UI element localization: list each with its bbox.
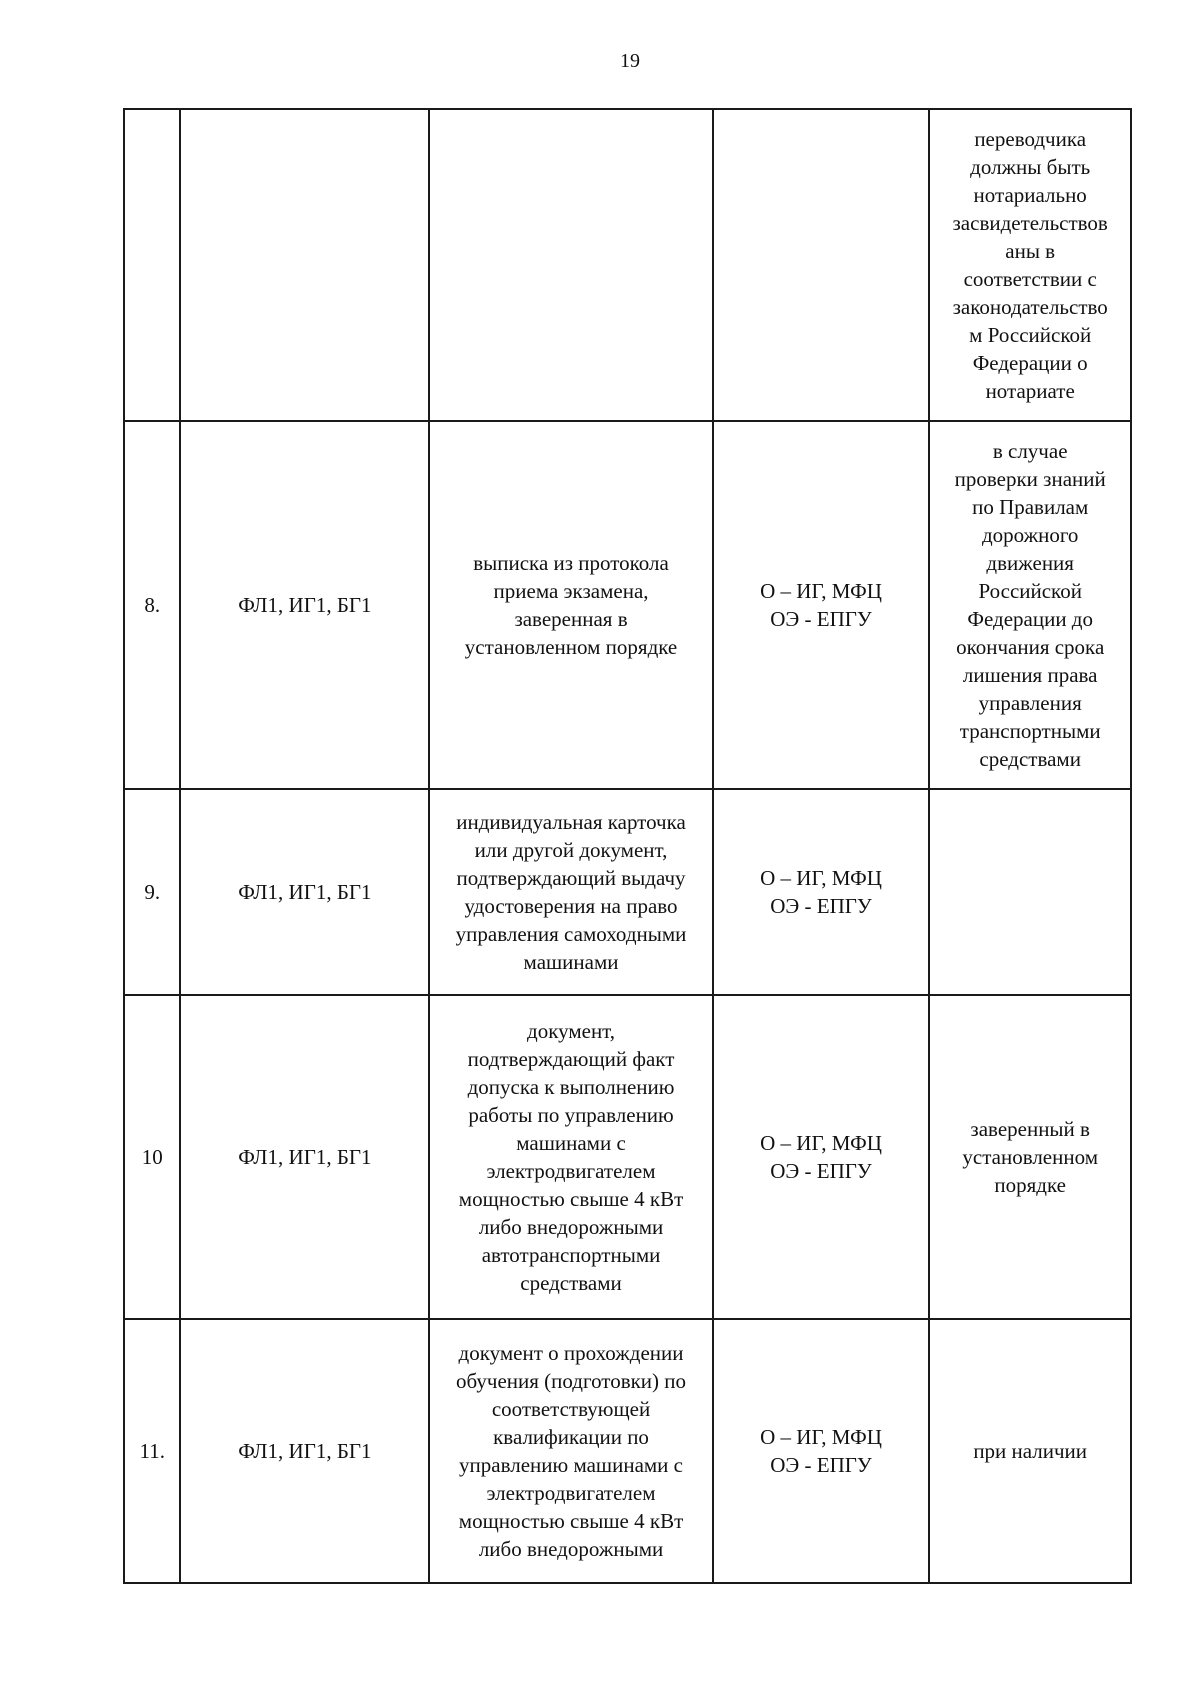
document-line: приема экзамена,: [493, 579, 649, 603]
document-line: средствами: [520, 1271, 622, 1295]
note-line: в случае: [992, 439, 1068, 463]
applicant-categories-cell: [180, 109, 429, 421]
row-number-cell: 11.: [124, 1319, 180, 1583]
note-line: переводчика: [974, 127, 1087, 151]
document-line: документ,: [527, 1019, 616, 1043]
form-line: О – ИГ, МФЦ: [760, 1425, 882, 1449]
note-line: Федерации о: [972, 351, 1088, 375]
document-line: автотранспортными: [481, 1243, 661, 1267]
note-line: установленном: [962, 1145, 1098, 1169]
document-line: либо внедорожными: [478, 1537, 664, 1561]
document-line: документ о прохождении: [458, 1341, 684, 1365]
documents-table: [123, 108, 1132, 1584]
document-line: соответствующей: [491, 1397, 651, 1421]
table-row: [124, 995, 1131, 1319]
document-line: либо внедорожными: [478, 1215, 664, 1239]
document-name-cell: [429, 421, 712, 789]
table-row: [124, 109, 1131, 421]
document-line: машинами: [523, 950, 619, 974]
form-line: О – ИГ, МФЦ: [760, 579, 882, 603]
applicant-categories-cell: ФЛ1, ИГ1, БГ1: [180, 421, 429, 789]
document-line: заверенная в: [514, 607, 628, 631]
applicant-categories-cell: ФЛ1, ИГ1, БГ1: [180, 995, 429, 1319]
submission-form-cell: [713, 421, 930, 789]
document-line: удостоверения на право: [464, 894, 678, 918]
note-cell: [929, 109, 1131, 421]
note-cell: [929, 1319, 1131, 1583]
form-line: О – ИГ, МФЦ: [760, 1131, 882, 1155]
note-line: транспортными: [959, 719, 1101, 743]
note-line: нотариально: [973, 183, 1087, 207]
document-name-cell: [429, 789, 712, 995]
page-number: 19: [620, 50, 640, 72]
note-line: засвидетельствов: [952, 211, 1108, 235]
note-line: дорожного: [981, 523, 1079, 547]
document-line: выписка из протокола: [473, 551, 669, 575]
applicant-categories-cell: ФЛ1, ИГ1, БГ1: [180, 789, 429, 995]
document-line: квалификации по: [493, 1425, 649, 1449]
document-line: подтверждающий факт: [467, 1047, 675, 1071]
note-line: Федерации до: [967, 607, 1093, 631]
form-line: ОЭ - ЕПГУ: [770, 1159, 872, 1183]
note-line: Российской: [978, 579, 1082, 603]
document-line: установленном порядке: [464, 635, 678, 659]
form-line: ОЭ - ЕПГУ: [770, 894, 872, 918]
document-line: мощностью свыше 4 кВт: [458, 1509, 684, 1533]
note-line: законодательство: [952, 295, 1108, 319]
note-line: заверенный в: [970, 1117, 1090, 1141]
document-name-cell: [429, 1319, 712, 1583]
note-line: средствами: [979, 747, 1081, 771]
note-line: движения: [986, 551, 1074, 575]
submission-form-cell: [713, 789, 930, 995]
row-number-cell: 9.: [124, 789, 180, 995]
row-number-cell: [124, 109, 180, 421]
submission-form-cell: [713, 109, 930, 421]
submission-form-cell: [713, 995, 930, 1319]
note-line: порядке: [994, 1173, 1066, 1197]
note-line: при наличии: [973, 1439, 1088, 1463]
document-name-cell: [429, 995, 712, 1319]
document-line: мощностью свыше 4 кВт: [458, 1187, 684, 1211]
document-line: машинами с: [516, 1131, 626, 1155]
document-name-cell: [429, 109, 712, 421]
document-line: работы по управлению: [468, 1103, 674, 1127]
document-line: электродвигателем: [486, 1159, 656, 1183]
note-line: м Российской: [969, 323, 1092, 347]
document-line: обучения (подготовки) по: [456, 1369, 687, 1393]
submission-form-cell: [713, 1319, 930, 1583]
table-row: [124, 421, 1131, 789]
document-line: управлению машинами с: [459, 1453, 683, 1477]
note-line: нотариате: [985, 379, 1075, 403]
note-line: по Правилам: [972, 495, 1089, 519]
document-line: электродвигателем: [486, 1481, 656, 1505]
row-number-cell: 8.: [124, 421, 180, 789]
note-cell: [929, 995, 1131, 1319]
form-line: ОЭ - ЕПГУ: [770, 607, 872, 631]
note-line: окончания срока: [956, 635, 1105, 659]
note-line: аны в: [1005, 239, 1056, 263]
table-body: [124, 109, 1131, 1583]
applicant-categories-cell: ФЛ1, ИГ1, БГ1: [180, 1319, 429, 1583]
table-row: [124, 1319, 1131, 1583]
note-cell: [929, 789, 1131, 995]
document-line: управления самоходными: [455, 922, 687, 946]
note-line: соответствии с: [963, 267, 1097, 291]
note-line: должны быть: [970, 155, 1091, 179]
note-line: управления: [978, 691, 1082, 715]
form-line: О – ИГ, МФЦ: [760, 866, 882, 890]
note-line: проверки знаний: [954, 467, 1106, 491]
document-line: или другой документ,: [474, 838, 668, 862]
document-line: подтверждающий выдачу: [456, 866, 686, 890]
row-number-cell: 10: [124, 995, 180, 1319]
document-line: индивидуальная карточка: [456, 810, 686, 834]
document-line: допуска к выполнению: [467, 1075, 675, 1099]
form-line: ОЭ - ЕПГУ: [770, 1453, 872, 1477]
table-row: [124, 789, 1131, 995]
note-cell: [929, 421, 1131, 789]
note-line: лишения права: [962, 663, 1098, 687]
